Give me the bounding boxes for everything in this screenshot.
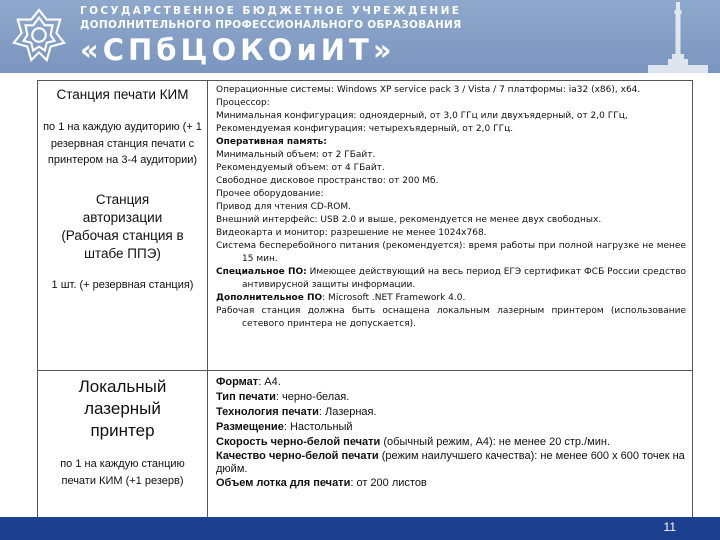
spec-video: Видеокарта и монитор: разрешение не менее 1024x768. — [216, 228, 487, 238]
spec-additional-software-value: : Microsoft .NET Framework 4.0. — [322, 293, 466, 303]
spec-print-quality-value: (режим наилучшего качества): не менее 600 x 600 точек на дюйм. — [216, 450, 685, 475]
requirements-table — [37, 80, 693, 526]
spec-print-speed-value: (обычный режим, А4): не менее 20 стр./мин. — [380, 436, 610, 448]
spec-ups: Система бесперебойного питания (рекомендуется): время работы при полной нагрузке не менее 15 мин. — [216, 241, 686, 264]
spec-cdrom: Привод для чтения CD-ROM. — [216, 202, 352, 212]
spec-ram-min: Минимальный объем: от 2 ГБайт. — [216, 150, 376, 160]
spec-format-value: : А4. — [258, 376, 281, 388]
spec-print-type-value: : черно-белая. — [275, 391, 350, 403]
spec-print-speed-label: Скорость черно-белой печати — [216, 436, 381, 448]
spec-disk — [216, 175, 686, 188]
spec-print-quality-label: Качество черно-белой печати — [216, 450, 379, 462]
equipment-cell — [38, 81, 208, 371]
spec-cpu — [216, 97, 686, 110]
equipment-note-auth-station: 1 шт. (+ резервная станция) — [51, 278, 194, 291]
equipment-title-auth-station: Станция авторизации (Рабочая станция в штабе ППЭ) — [61, 191, 184, 261]
specification-cell — [208, 81, 693, 371]
spec-print-speed — [216, 435, 686, 450]
table-row — [38, 371, 693, 526]
table-row — [38, 81, 693, 371]
spec-print-type-label: Тип печати — [216, 391, 276, 403]
spec-placement-value: : Настольный — [283, 421, 353, 433]
header-banner — [0, 0, 720, 73]
spec-cpu-min: Минимальная конфигурация: одноядерный, от 3,0 ГГц или двухъядерный, от 2,0 ГГц, — [216, 111, 628, 121]
alexander-column-icon — [648, 0, 708, 73]
spec-cpu-label: Процессор — [216, 98, 267, 108]
spec-print-tech-label: Технология печати — [216, 406, 319, 418]
spec-os-label: Операционные системы — [216, 85, 331, 95]
spec-special-software-label: Специальное ПО: — [216, 267, 307, 277]
page-number: 11 — [663, 520, 676, 534]
spec-cpu-rec: Рекомендуемая конфигурация: четырехъядерный, от 2,0 ГГц. — [216, 124, 514, 134]
organization-logo-icon — [10, 6, 68, 64]
spec-ram — [216, 136, 686, 149]
equipment-note-printer: по 1 на каждую станцию печати КИМ (+1 резерв) — [60, 458, 185, 487]
spec-cpu-colon: : — [266, 98, 270, 108]
organization-brand: «СПбЦОКОиИТ» — [80, 33, 396, 67]
spec-special-software-value: Имеющее действующий на весь период ЕГЭ сертификат ФСБ России средство антивирусной защиты информации. — [242, 267, 687, 290]
spec-print-type — [216, 390, 686, 405]
spec-ram-rec: Рекомендуемый объем: от 4 ГБайт. — [216, 163, 385, 173]
spec-ram-label: Оперативная память — [216, 137, 324, 147]
header-line-2: ДОПОЛНИТЕЛЬНОГО ПРОФЕССИОНАЛЬНОГО ОБРАЗОВАНИЯ — [80, 19, 462, 31]
spec-usb: Внешний интерфейс: USB 2.0 и выше, рекомендуется не менее двух свободных. — [216, 215, 602, 225]
spec-special-software — [216, 266, 686, 292]
spec-printer-note: Рабочая станция должна быть оснащена локальным лазерным принтером (использование сетевого принтера не допускается). — [216, 306, 686, 329]
spec-additional-software — [216, 292, 686, 305]
spec-additional-software-label: Дополнительное ПО — [216, 293, 323, 303]
spec-tray-capacity-value: : от 200 листов — [350, 477, 427, 489]
equipment-title-printer: Локальный лазерный принтер — [78, 377, 167, 440]
header-line-1: ГОСУДАРСТВЕННОЕ БЮДЖЕТНОЕ УЧРЕЖДЕНИЕ — [80, 5, 462, 17]
spec-tray-capacity — [216, 476, 686, 491]
equipment-cell — [38, 371, 208, 526]
spec-print-quality — [216, 450, 686, 476]
spec-other-label: Прочее оборудование — [216, 189, 321, 199]
footer-bar — [0, 517, 720, 540]
spec-ram-colon: : — [323, 137, 327, 147]
spec-disk-label: Свободное дисковое пространство — [216, 176, 383, 186]
spec-other-colon: : — [320, 189, 324, 199]
spec-disk-value: : от 200 Мб. — [382, 176, 439, 186]
spec-print-tech — [216, 405, 686, 420]
spec-placement-label: Размещение — [216, 421, 284, 433]
spec-tray-capacity-label: Объем лотка для печати — [216, 477, 351, 489]
spec-format-label: Формат — [216, 376, 259, 388]
specification-cell — [208, 371, 693, 526]
spec-format — [216, 375, 686, 390]
spec-os — [216, 84, 686, 97]
equipment-note-kim-station: по 1 на каждую аудиторию (+ 1 резервная станция печати с принтером на 3-4 аудитории) — [43, 121, 202, 166]
spec-placement — [216, 420, 686, 435]
spec-other — [216, 188, 686, 201]
spec-print-tech-value: : Лазерная. — [318, 406, 377, 418]
spec-os-value: : Windows XP service pack 3 / Vista / 7 платформы: ia32 (x86), x64. — [330, 85, 641, 95]
equipment-title-kim-station: Станция печати КИМ — [56, 87, 189, 102]
